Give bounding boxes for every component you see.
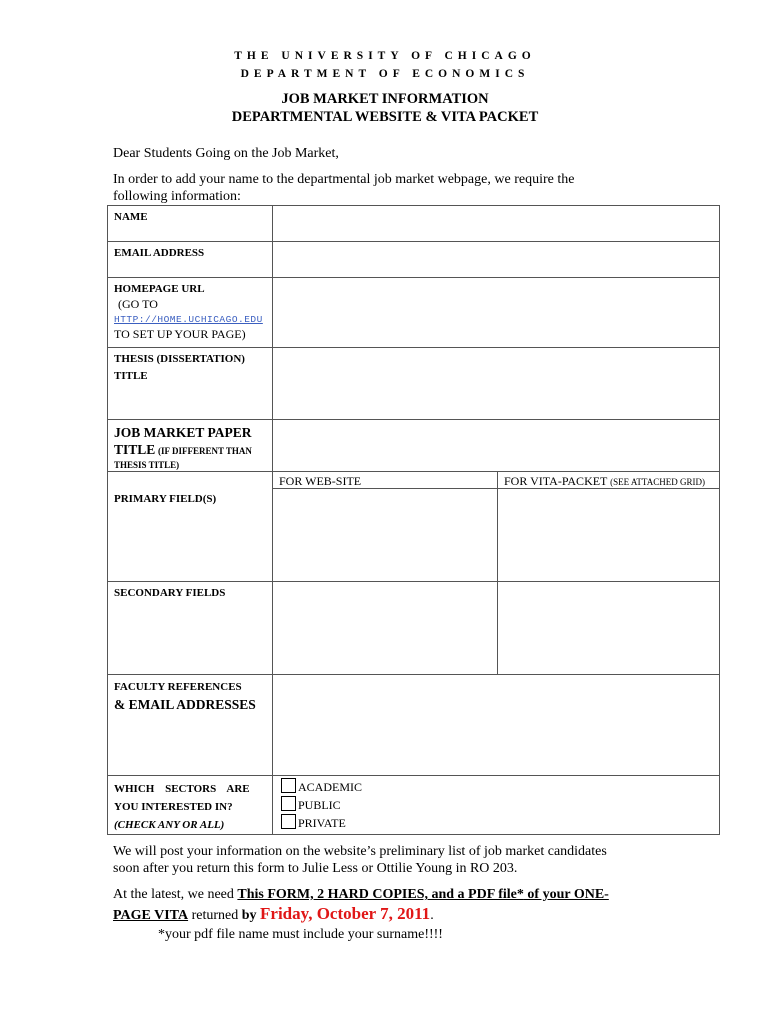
primary-label: PRIMARY FIELD(S) <box>108 472 273 582</box>
deadline-line-1: At the latest, we need This FORM, 2 HARD COPIES, and a PDF file* of your ONE- <box>113 887 609 902</box>
sectors-row <box>108 776 720 835</box>
email-row <box>108 242 720 278</box>
secondary-website-field[interactable] <box>273 582 498 675</box>
job-market-form <box>107 205 720 835</box>
deadline-line-2: PAGE VITA returned by Friday, October 7, 2011. <box>113 904 434 923</box>
name-label: NAME <box>108 206 273 242</box>
post-line-2: soon after you return this form to Julie Less or Ottilie Young in RO 203. <box>113 861 518 876</box>
greeting: Dear Students Going on the Job Market, <box>113 146 339 161</box>
primary-vita-field[interactable] <box>498 472 720 582</box>
intro-line-1: In order to add your name to the departmental job market webpage, we require the <box>113 172 575 187</box>
thesis-label: THESIS (DISSERTATION) TITLE <box>108 348 273 420</box>
title-line-2: DEPARTMENTAL WEBSITE & VITA PACKET <box>231 109 539 125</box>
faculty-field[interactable] <box>273 675 720 776</box>
sectors-options <box>273 776 720 835</box>
sector-academic[interactable]: ACADEMIC <box>281 778 711 796</box>
col-vita-header: FOR VITA-PACKET (SEE ATTACHED GRID) <box>504 474 705 488</box>
thesis-field[interactable] <box>273 348 720 420</box>
university-name: THE UNIVERSITY OF CHICAGO <box>234 50 536 62</box>
intro-line-2: following information: <box>113 189 241 204</box>
secondary-row <box>108 582 720 675</box>
pdf-note: *your pdf file name must include your surname!!!! <box>158 927 443 942</box>
col-website-header: FOR WEB-SITE <box>279 474 362 488</box>
email-label: EMAIL ADDRESS <box>108 242 273 278</box>
private-checkbox[interactable] <box>281 814 296 829</box>
department-name: DEPARTMENT OF ECONOMICS <box>240 68 530 80</box>
sectors-label: WHICH SECTORS ARE YOU INTERESTED IN? (CHECK ANY OR ALL) <box>108 776 273 835</box>
primary-row <box>108 472 720 582</box>
sector-private[interactable]: PRIVATE <box>281 814 711 832</box>
homepage-label: HOMEPAGE URL (GO TO HTTP://HOME.UCHICAGO.EDU TO SET UP YOUR PAGE) <box>108 278 273 348</box>
secondary-label: SECONDARY FIELDS <box>108 582 273 675</box>
post-line-1: We will post your information on the website’s preliminary list of job market candidates <box>113 844 607 859</box>
deadline-date: Friday, October 7, 2011 <box>260 904 431 923</box>
academic-checkbox[interactable] <box>281 778 296 793</box>
homepage-field[interactable] <box>273 278 720 348</box>
thesis-row <box>108 348 720 420</box>
faculty-label: FACULTY REFERENCES & EMAIL ADDRESSES <box>108 675 273 776</box>
homepage-row <box>108 278 720 348</box>
jmp-row <box>108 420 720 472</box>
faculty-row <box>108 675 720 776</box>
jmp-label: JOB MARKET PAPER TITLE (IF DIFFERENT THAN THESIS TITLE) <box>108 420 273 472</box>
primary-website-field[interactable] <box>273 472 498 582</box>
name-row <box>108 206 720 242</box>
public-checkbox[interactable] <box>281 796 296 811</box>
email-field[interactable] <box>273 242 720 278</box>
sector-public[interactable]: PUBLIC <box>281 796 711 814</box>
homepage-link[interactable]: HTTP://HOME.UCHICAGO.EDU <box>114 314 263 325</box>
secondary-vita-field[interactable] <box>498 582 720 675</box>
name-field[interactable] <box>273 206 720 242</box>
title-line-1: JOB MARKET INFORMATION <box>281 91 489 107</box>
jmp-field[interactable] <box>273 420 720 472</box>
